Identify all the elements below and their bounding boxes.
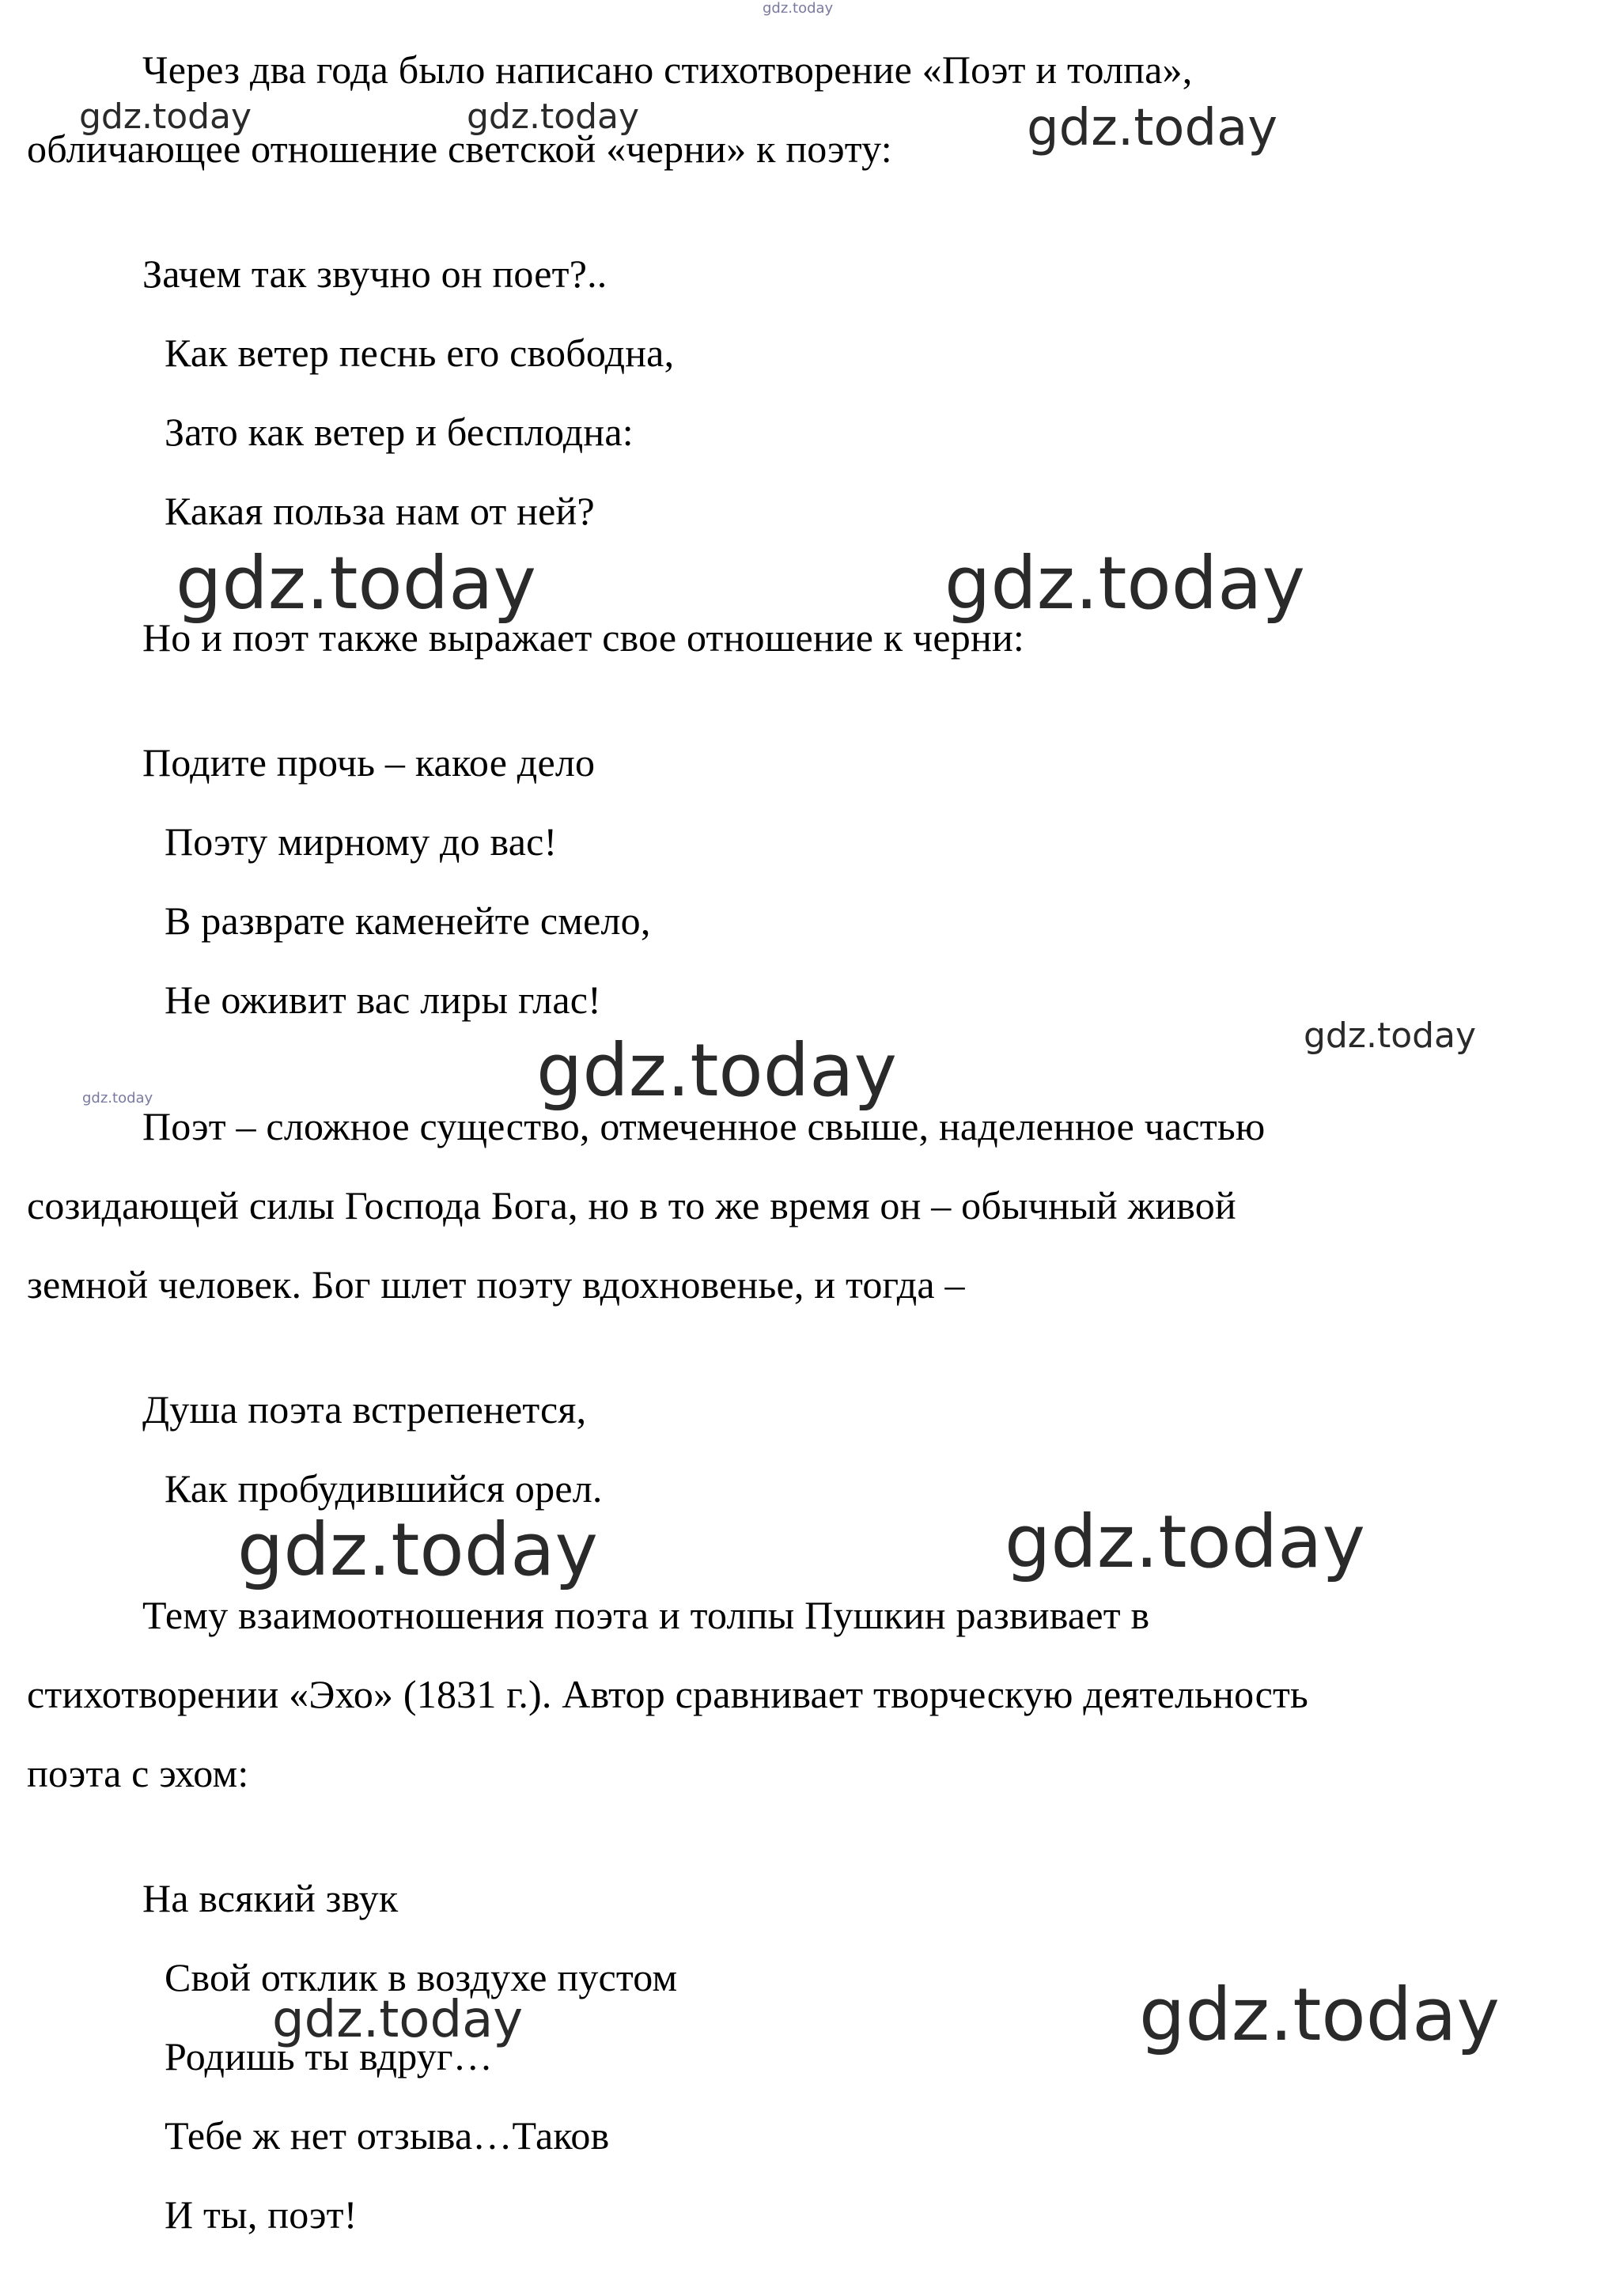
verse-line: Душа поэта встрепенется,: [142, 1387, 587, 1432]
verse-line: Какая польза нам от ней?: [165, 489, 595, 533]
paragraph-line: стихотворении «Эхо» (1831 г.). Автор сравнивает творческую деятельность: [27, 1672, 1309, 1716]
watermark: gdz.today: [237, 1507, 598, 1592]
watermark: gdz.today: [272, 1991, 524, 2049]
paragraph-line: Поэт – сложное существо, отмеченное свыше, наделенное частью: [142, 1104, 1266, 1148]
verse-line: В разврате каменейте смело,: [165, 898, 651, 943]
paragraph-line: Но и поэт также выражает свое отношение к черни:: [142, 615, 1024, 660]
watermark: gdz.today: [1005, 1500, 1365, 1584]
watermark: gdz.today: [1304, 1016, 1477, 1056]
watermark: gdz.today: [944, 541, 1305, 626]
watermark: gdz.today: [176, 541, 536, 626]
watermark: gdz.today: [82, 1090, 153, 1106]
verse-line: Не оживит вас лиры глас!: [165, 978, 601, 1022]
paragraph-line: Через два года было написано стихотворение «Поэт и толпа»,: [142, 47, 1193, 92]
paragraph-line: Тему взаимоотношения поэта и толпы Пушкин развивает в: [142, 1593, 1150, 1637]
verse-line: На всякий звук: [142, 1876, 399, 1920]
paragraph-line: обличающее отношение светской «черни» к поэту:: [27, 127, 892, 171]
verse-line: И ты, поэт!: [165, 2192, 358, 2237]
watermark: gdz.today: [1027, 99, 1278, 157]
verse-line: Поэту мирному до вас!: [165, 819, 558, 864]
verse-line: Родишь ты вдруг…: [165, 2034, 493, 2079]
verse-line: Зачем так звучно он поет?..: [142, 252, 607, 296]
verse-line: Подите прочь – какое дело: [142, 740, 596, 785]
watermark: gdz.today: [536, 1028, 897, 1113]
watermark: gdz.today: [79, 96, 252, 137]
verse-line: Свой отклик в воздухе пустом: [165, 1955, 678, 1999]
verse-line: Как пробудившийся орел.: [165, 1466, 603, 1511]
watermark: gdz.today: [467, 96, 640, 137]
paragraph-line: земной человек. Бог шлет поэту вдохновенье, и тогда –: [27, 1262, 965, 1307]
paragraph-line: созидающей силы Господа Бога, но в то же время он – обычный живой: [27, 1183, 1236, 1227]
paragraph-line: поэта с эхом:: [27, 1751, 249, 1795]
verse-line: Зато как ветер и бесплодна:: [165, 410, 634, 454]
watermark: gdz.today: [1139, 1973, 1500, 2057]
watermark: gdz.today: [763, 0, 834, 17]
verse-line: Как ветер песнь его свободна,: [165, 331, 675, 375]
verse-line: Тебе ж нет отзыва…Таков: [165, 2113, 610, 2158]
